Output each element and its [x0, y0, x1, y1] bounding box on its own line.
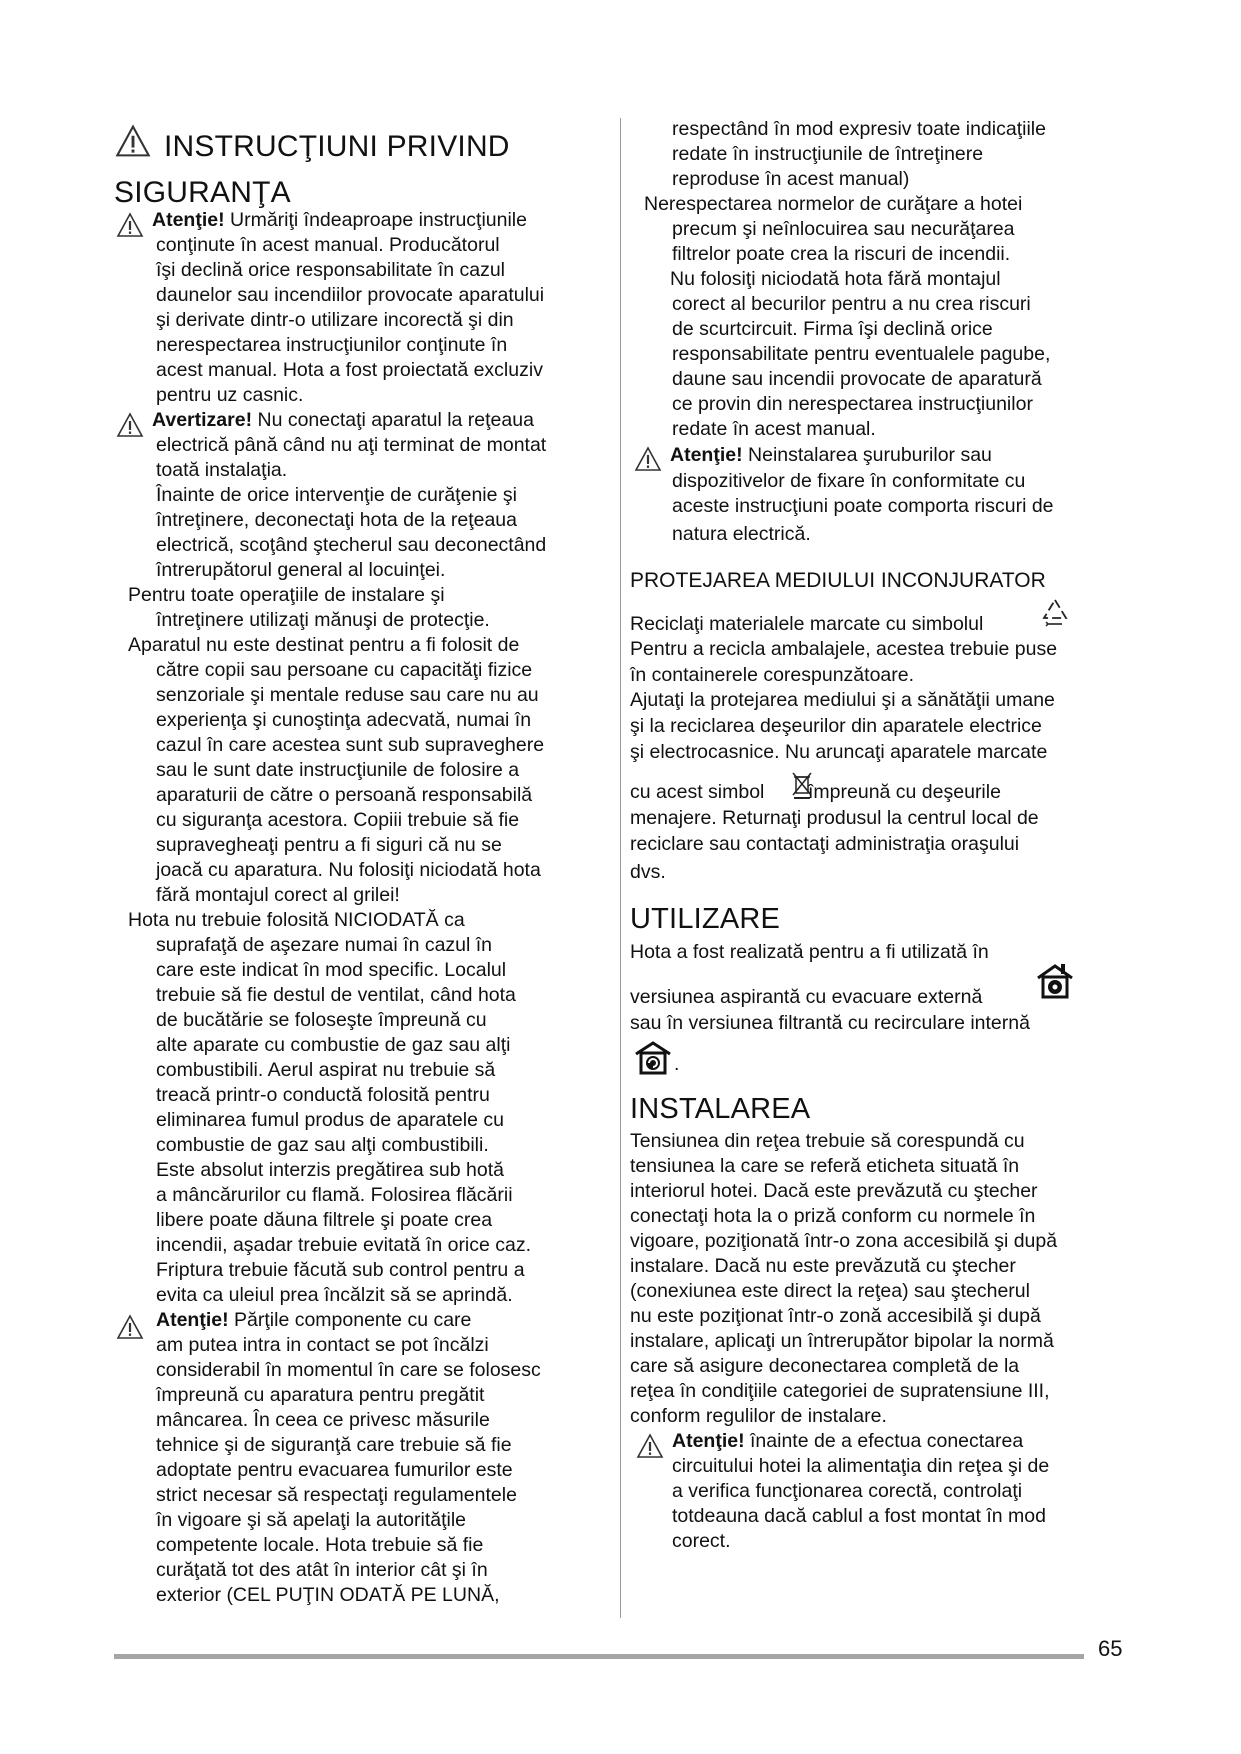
- warning-icon: [116, 1314, 144, 1340]
- text-line: şi derivate dintr-o utilizare incorectă şi din: [156, 309, 514, 331]
- text-line: supravegheaţi pentru a fi siguri că nu se: [156, 834, 502, 856]
- text-line: de bucătărie se foloseşte împreună cu: [156, 1009, 487, 1031]
- text-line: Hota a fost realizată pentru a fi utilizată în: [630, 941, 989, 963]
- exhaust-mode-icon: [1034, 962, 1076, 1002]
- text-line: curăţată tot des atât în interior cât şi în: [156, 1559, 488, 1581]
- text-line: Hota nu trebuie folosită NICIODATĂ ca: [128, 909, 465, 931]
- text-line: natura electrică.: [672, 523, 811, 545]
- text-line: eliminarea fumul produs de aparatele cu: [156, 1109, 504, 1131]
- text-line: competente locale. Hota trebuie să fie: [156, 1534, 484, 1556]
- text-line: corect.: [672, 1530, 731, 1552]
- text-line: libere poate dăuna filtrele şi poate crea: [156, 1209, 493, 1231]
- text-line: conform regulilor de instalare.: [630, 1405, 887, 1427]
- text-line: circuitului hotei la alimentaţia din reţea şi de: [672, 1455, 1050, 1477]
- text-line: (conexiunea este direct la reţea) sau ştecherul: [630, 1280, 1030, 1302]
- text-line: tensiunea la care se referă eticheta situată în: [630, 1155, 1020, 1177]
- text-line: exterior (CEL PUŢIN ODATĂ PE LUNĂ,: [156, 1584, 500, 1606]
- text-line: Pentru toate operaţiile de instalare şi: [128, 584, 445, 606]
- warning-text-line: Atenţie! Părţile componente cu care: [156, 1309, 472, 1331]
- text-line: conectaţi hota la o priză conform cu normele în: [630, 1205, 1036, 1227]
- text-line: instalare. Dacă nu este prevăzută cu ştecher: [630, 1255, 1016, 1277]
- text-line: cazul în care acestea sunt sub supraveghere: [156, 734, 545, 756]
- text-line: de scurtcircuit. Firma îşi declină orice: [672, 318, 993, 340]
- text-line: Friptura trebuie făcută sub control pentru a: [156, 1259, 525, 1281]
- text-line: reproduse în acest manual): [672, 168, 910, 190]
- text-line: dvs.: [630, 861, 666, 883]
- text-line: incendii, aşadar trebuie evitată în orice caz.: [156, 1234, 532, 1256]
- text-line: aparaturii de către o persoană responsabilă: [156, 784, 533, 806]
- text-line: strict necesar să respectaţi regulamentele: [156, 1484, 517, 1506]
- section-title: UTILIZARE: [630, 903, 781, 935]
- text-line: reciclare sau contactaţi administraţia oraşului: [630, 833, 1020, 855]
- text-line: toată instalaţia.: [156, 459, 288, 481]
- text-line: nu este poziţionat într-o zonă accesibilă şi după: [630, 1305, 1041, 1327]
- text-line: cu siguranţa acestora. Copiii trebuie să fie: [156, 809, 520, 831]
- column-divider: [620, 118, 621, 1618]
- warning-icon: [114, 124, 152, 158]
- text-line: alte aparate cu combustie de gaz sau alţi: [156, 1034, 511, 1056]
- text-line: Ajutaţi la protejarea mediului şi a sănătăţii umane: [630, 689, 1055, 711]
- text-line: împreună cu aparatura pentru pregătit: [156, 1384, 485, 1406]
- text-line: care să asigure deconectarea completă de la: [630, 1355, 1020, 1377]
- text-line: tehnice şi de siguranţă care trebuie să fie: [156, 1434, 512, 1456]
- text-line: cu acest simbol: [630, 781, 765, 803]
- warning-text-line: Avertizare! Nu conectaţi aparatul la reţeaua: [152, 409, 534, 431]
- text-line: Pentru a recicla ambalajele, acestea trebuie puse: [630, 638, 1058, 660]
- recirculation-mode-icon: [632, 1040, 674, 1076]
- text-line: Nerespectarea normelor de curăţare a hotei: [644, 193, 1023, 215]
- text-line: senzoriale şi mentale reduse sau care nu au: [156, 684, 539, 706]
- text-line: Nu folosiţi niciodată hota fără montajul: [670, 268, 1001, 290]
- text-line: nerespectarea instrucţiunilor conţinute în: [156, 334, 508, 356]
- text-line: filtrelor poate crea la riscuri de incendii.: [672, 243, 1011, 265]
- warning-text-line: Atenţie! Urmăriţi îndeaproape instrucţiunile: [152, 209, 527, 231]
- footer-rule: [114, 1654, 1084, 1659]
- section-title-cont: SIGURANŢA: [114, 176, 291, 209]
- text-line: instalare, aplicaţi un întrerupător bipolar la normă: [630, 1330, 1054, 1352]
- warning-icon: [116, 212, 144, 238]
- text-line: joacă cu aparatura. Nu folosiţi niciodată hota: [156, 859, 541, 881]
- text-line: totdeauna dacă cablul a fost montat în mod: [672, 1505, 1046, 1527]
- text-line: combustie de gaz sau alţi combustibili.: [156, 1134, 489, 1156]
- recycle-icon: [1036, 596, 1074, 630]
- text-line: suprafaţă de aşezare numai în cazul în: [156, 934, 493, 956]
- text-line: reţea în condiţiile categoriei de supratensiune III,: [630, 1380, 1050, 1402]
- text-line: întreţinere utilizaţi mănuşi de protecţie.: [156, 609, 490, 631]
- text-line: daune sau incendii provocate de aparatură: [672, 368, 1042, 390]
- text-line: menajere. Returnaţi produsul la centrul local de: [630, 807, 1039, 829]
- text-line: Reciclaţi materialele marcate cu simbolul: [630, 613, 984, 635]
- text-line: dispozitivelor de fixare în conformitate cu: [672, 470, 1026, 492]
- text-line: împreună cu deşeurile: [808, 781, 1001, 803]
- text-line: redate în acest manual.: [672, 418, 876, 440]
- text-line: în containerele corespunzătoare.: [630, 664, 915, 686]
- text-line: combustibili. Aerul aspirat nu trebuie să: [156, 1059, 496, 1081]
- text-line: acest manual. Hota a fost proiectată excluziv: [156, 359, 543, 381]
- text-line: .: [674, 1053, 680, 1075]
- text-line: Este absolut interzis pregătirea sub hotă: [156, 1159, 504, 1181]
- page-number: 65: [1098, 1636, 1123, 1661]
- text-line: îşi declină orice responsabilitate în cazul: [156, 259, 506, 281]
- warning-text-line: Atenţie! înainte de a efectua conectarea: [672, 1430, 1024, 1452]
- text-line: întrerupătorul general al locuinţei.: [156, 559, 446, 581]
- text-line: Înainte de orice intervenţie de curăţenie şi: [156, 484, 517, 506]
- section-title: INSTALAREA: [630, 1093, 811, 1125]
- text-line: şi electrocasnice. Nu aruncaţi aparatele marcate: [630, 741, 1048, 763]
- text-line: experienţa şi cunoştinţa adecvată, numai în: [156, 709, 532, 731]
- text-line: Aparatul nu este destinat pentru a fi folosit de: [128, 634, 520, 656]
- warning-text-line: Atenţie! Neinstalarea şuruburilor sau: [670, 444, 992, 466]
- text-line: Tensiunea din reţea trebuie să corespundă cu: [630, 1130, 1025, 1152]
- text-line: corect al becurilor pentru a nu crea riscuri: [672, 293, 1031, 315]
- text-line: către copii sau persoane cu capacităţi fizice: [156, 659, 533, 681]
- text-line: a verifica funcţionarea corectă, controlaţi: [672, 1480, 1023, 1502]
- text-line: redate în instrucţiunile de întreţinere: [672, 143, 984, 165]
- text-line: responsabilitate pentru eventualele pagube,: [672, 343, 1051, 365]
- text-line: sau în versiunea filtrantă cu recirculare internă: [630, 1012, 1030, 1034]
- text-line: daunelor sau incendiilor provocate aparatului: [156, 284, 545, 306]
- warning-icon: [634, 446, 662, 472]
- warning-icon: [116, 412, 144, 438]
- section-heading: PROTEJAREA MEDIULUI INCONJURATOR: [630, 569, 1046, 592]
- text-line: aceste instrucţiuni poate comporta riscuri de: [672, 495, 1054, 517]
- text-line: considerabil în momentul în care se folosesc: [156, 1359, 541, 1381]
- text-line: ce provin din nerespectarea instrucţiunilor: [672, 393, 1033, 415]
- text-line: care este indicat în mod specific. Localul: [156, 959, 507, 981]
- text-line: şi la reciclarea deşeurilor din aparatele electrice: [630, 715, 1042, 737]
- text-line: electrică, scoţând ştecherul sau deconectând: [156, 534, 547, 556]
- text-line: trebuie să fie destul de ventilat, când hota: [156, 984, 516, 1006]
- text-line: precum şi neînlocuirea sau necurăţarea: [672, 218, 1015, 240]
- text-line: interiorul hotei. Dacă este prevăzută cu ştecher: [630, 1180, 1038, 1202]
- text-line: a mâncărurilor cu flamă. Folosirea flăcării: [156, 1184, 513, 1206]
- warning-icon: [636, 1433, 664, 1459]
- text-line: versiunea aspirantă cu evacuare externă: [630, 986, 983, 1008]
- text-line: conţinute în acest manual. Producătorul: [156, 234, 500, 256]
- text-line: am putea intra in contact se pot încălzi: [156, 1334, 489, 1356]
- text-line: pentru uz casnic.: [156, 384, 304, 406]
- text-line: adoptate pentru evacuarea fumurilor este: [156, 1459, 513, 1481]
- text-line: sau le sunt date instrucţiunile de folosire a: [156, 759, 520, 781]
- text-line: mâncarea. În ceea ce privesc măsurile: [156, 1409, 490, 1431]
- text-line: treacă printr-o conductă folosită pentru: [156, 1084, 490, 1106]
- text-line: vigoare, poziţionată într-o zona accesibilă şi după: [630, 1230, 1058, 1252]
- text-line: electrică până când nu aţi terminat de montat: [156, 434, 547, 456]
- text-line: evita ca uleiul prea încălzit să se aprindă.: [156, 1284, 513, 1306]
- text-line: întreţinere, deconectaţi hota de la reţeaua: [156, 509, 517, 531]
- text-line: în vigoare şi să apelaţi la autorităţile: [156, 1509, 467, 1531]
- text-line: fără montajul corect al grilei!: [156, 884, 400, 906]
- section-title: INSTRUCŢIUNI PRIVIND: [164, 130, 510, 163]
- text-line: respectând în mod expresiv toate indicaţiile: [672, 118, 1046, 140]
